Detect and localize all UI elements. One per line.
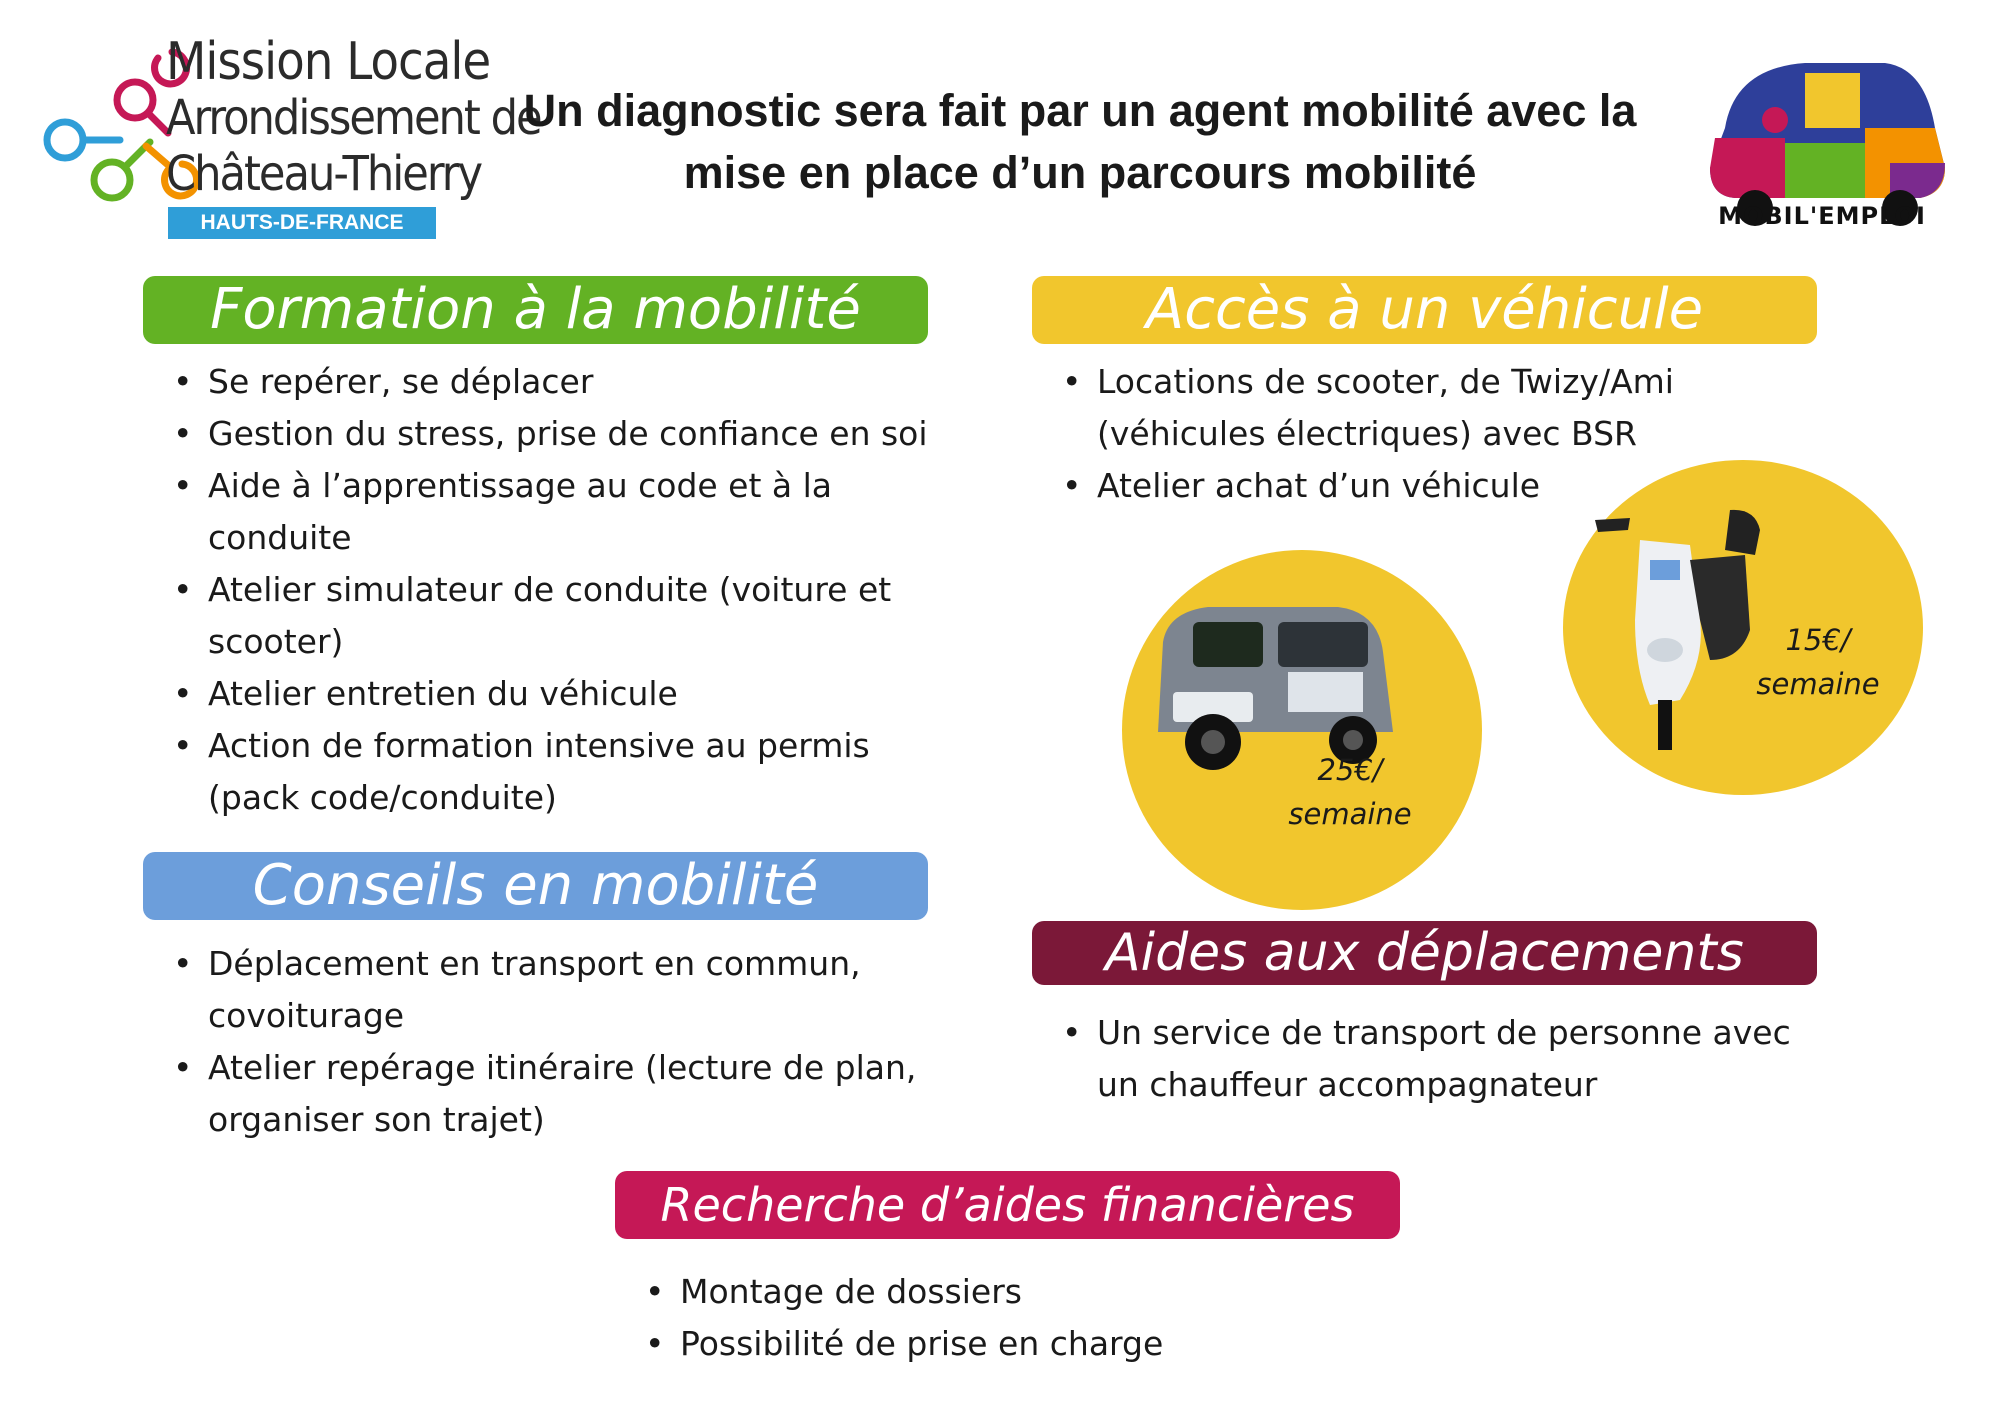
section-title-conseils: Conseils en mobilité bbox=[143, 852, 928, 920]
list-item: • Atelier simulateur de conduite (voiture et scooter) bbox=[143, 564, 943, 668]
list-item: • Se repérer, se déplacer bbox=[143, 356, 943, 408]
list-item: • Un service de transport de personne avec un chauffeur accompagnateur bbox=[1032, 1007, 1792, 1111]
mobil-emploi-label: MOBIL'EMPLOI bbox=[1718, 202, 1926, 230]
logo-line-2: Arrondissement de bbox=[166, 90, 541, 146]
logo-line-3: Château-Thierry bbox=[166, 146, 482, 202]
list-item: • Montage de dossiers bbox=[615, 1266, 1375, 1318]
list-item: • Gestion du stress, prise de confiance en soi bbox=[143, 408, 943, 460]
section-title-formation: Formation à la mobilité bbox=[143, 276, 928, 344]
section-title-recherche: Recherche d’aides financières bbox=[615, 1171, 1400, 1239]
formation-list bbox=[143, 356, 943, 824]
list-item: • Atelier entretien du véhicule bbox=[143, 668, 943, 720]
list-item: • Action de formation intensive au permis (pack code/conduite) bbox=[143, 720, 943, 824]
section-title-acces: Accès à un véhicule bbox=[1032, 276, 1817, 344]
region-badge: HAUTS-DE-FRANCE bbox=[168, 207, 436, 239]
car-price: 25€/ semaine bbox=[1288, 753, 1412, 831]
logo-line-1: Mission Locale bbox=[166, 32, 491, 92]
list-item: • Locations de scooter, de Twizy/Ami (véhicules électriques) avec BSR bbox=[1032, 356, 1792, 460]
section-title-aides: Aides aux déplacements bbox=[1032, 921, 1817, 985]
list-item: • Atelier repérage itinéraire (lecture de plan, organiser son trajet) bbox=[143, 1042, 943, 1146]
conseils-list bbox=[143, 938, 943, 1146]
scooter-price: 15€/ semaine bbox=[1756, 623, 1880, 701]
list-item: • Possibilité de prise en charge bbox=[615, 1318, 1375, 1370]
list-item: • Déplacement en transport en commun, covoiturage bbox=[143, 938, 943, 1042]
aides-list bbox=[1032, 1007, 1792, 1111]
headline: Un diagnostic sera fait par un agent mobilité avec la mise en place d’un parcours mobilité bbox=[523, 85, 1637, 198]
list-item: • Aide à l’apprentissage au code et à la conduite bbox=[143, 460, 943, 564]
list-item: • Atelier achat d’un véhicule bbox=[1032, 460, 1792, 512]
recherche-list bbox=[615, 1266, 1375, 1370]
